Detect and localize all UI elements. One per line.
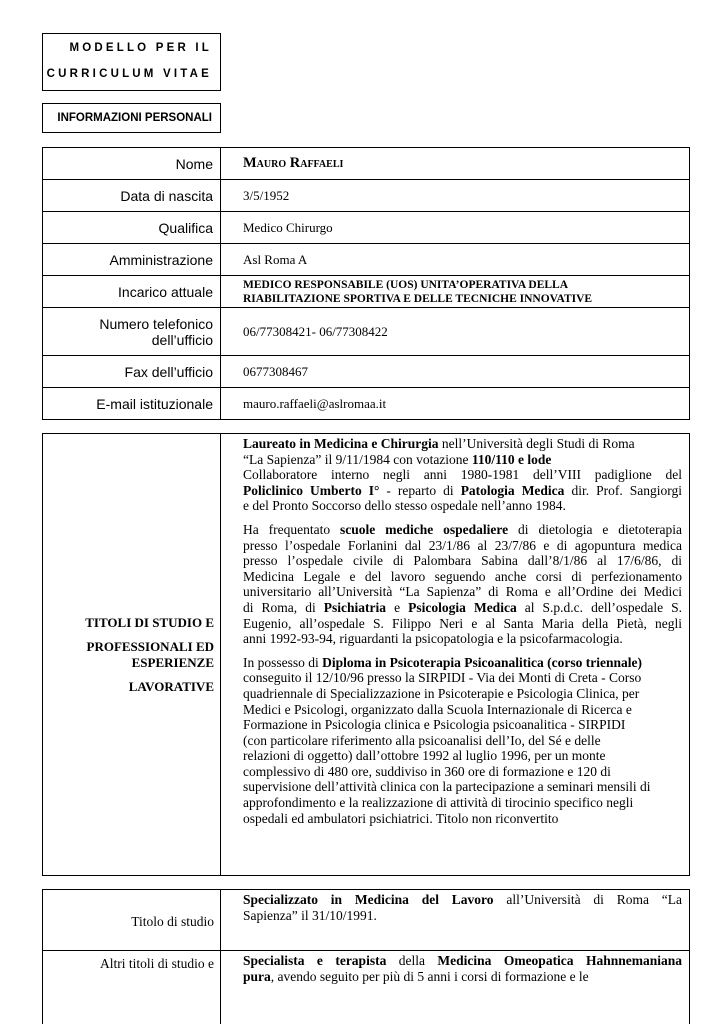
bold-medicina-lavoro: Specializzato in Medicina del Lavoro [243, 892, 494, 907]
text-medici-psicologi: Medici e Psicologi, organizzato dalla Scuola Internazionale di Ricerca e [243, 701, 632, 717]
text-reparto: - reparto di [379, 482, 461, 498]
personal-info-table [42, 147, 690, 420]
bold-psicologia-medica: Psicologia Medica [408, 599, 517, 615]
text-corsi: , avendo seguito per più di 5 anni i corsi di formazione e le [270, 968, 589, 984]
text-supervisione: supervisione dell’attività clinica con la partecipazione a seminari mensili di [243, 779, 651, 795]
text-forlanini: presso l’ospedale Forlanini dal 23/1/86 al 23/7/86 e di agopuntura medica [243, 537, 682, 553]
label-altri-titoli: Altri titoli di studio e [100, 956, 214, 971]
text-formazione: Formazione in Psicologia clinica e Psicologia psicoanalitica - SIRPIDI [243, 717, 626, 733]
row-qualifica [43, 212, 689, 244]
text-quadriennale: quadriennale di Specializzazione in Psicoterapie e Psicologia Clinica, per [243, 685, 640, 701]
paragraph-diploma [243, 655, 682, 827]
text-universita-roma: all’Università di Roma “La [493, 892, 682, 907]
text-psicopatologia: anni 1992-93-94, riguardanti la psicopatologia e la psicofarmacologia. [243, 631, 623, 647]
row-data-nascita [43, 180, 689, 212]
text-sangiorgi: dir. Prof. Sangiorgi [564, 482, 682, 498]
value-altri-titoli [221, 951, 689, 1024]
label-fax: Fax dell’ufficio [43, 356, 221, 387]
titoli-label-line1: TITOLI DI STUDIO E [85, 615, 214, 630]
row-telefono [43, 308, 689, 356]
section-title: INFORMAZIONI PERSONALI [57, 112, 212, 124]
text-psicoanalisi: (con particolare riferimento alla psicoanalisi dell’Io, del Sé e delle [243, 732, 601, 748]
bold-laurea: Laureato in Medicina e Chirurgia [243, 436, 439, 451]
value-qualifica: Medico Chirurgo [243, 220, 333, 235]
section-header-box [42, 103, 221, 133]
row-incarico [43, 276, 689, 308]
label-incarico: Incarico attuale [43, 276, 221, 307]
row-amministrazione [43, 244, 689, 276]
text-universitario: universitario all’Università “La Sapienza” di Roma e all’Ordine dei Medici [243, 584, 682, 600]
value-incarico-line1: MEDICO RESPONSABILE (UOS) UNITA’OPERATIVA DELLA [243, 278, 569, 291]
text-pronto-soccorso: e del Pronto Soccorso dello stesso ospedale nell’anno 1984. [243, 498, 566, 514]
text-ospedali: ospedali ed ambulatori psichiatrici. Titolo non riconvertito [243, 810, 559, 826]
paragraph-laurea [243, 436, 682, 514]
bold-votazione: 110/110 e lode [471, 451, 552, 467]
row-nome [43, 148, 689, 180]
row-email [43, 388, 689, 419]
titoli-label-line2: PROFESSIONALI ED [86, 639, 214, 654]
text-dietologia: di dietologia e dietoterapia [508, 521, 682, 537]
label-telefono [43, 308, 221, 355]
value-telefono: 06/77308421- 06/77308422 [243, 324, 388, 339]
document-title-line1: MODELLO PER IL [69, 42, 212, 54]
text-medicina-legale: Medicina Legale e del lavoro seguendo anche corsi di perfezionamento [243, 568, 682, 584]
text-spdc: al S.p.d.c. dell’ospedale S. [516, 599, 683, 615]
text-e: e [386, 599, 409, 615]
bold-psichiatria: Psichiatria [323, 599, 387, 615]
title-box [42, 33, 221, 91]
value-incarico [221, 276, 689, 307]
text-sapienza-data: Sapienza” il 31/10/1991. [243, 907, 377, 923]
label-data-nascita: Data di nascita [43, 180, 221, 211]
text-di-roma: di Roma, di [243, 599, 324, 615]
text-collaboratore: Collaboratore interno negli anni 1980-1981 dell’VIII padiglione del [243, 467, 682, 483]
text-480-ore: complessivo di 480 ore, suddiviso in 360 ore di formazione e 120 di [243, 763, 611, 779]
text-eugenio: Eugenio, all’ospedale S. Filippo Neri e al Santa Maria della Pietà, negli [243, 615, 682, 631]
row-fax [43, 356, 689, 388]
bold-specialista: Specialista e terapista [243, 953, 387, 968]
label-email: E-mail istituzionale [43, 388, 221, 419]
label-telefono-line1: Numero telefonico [99, 315, 213, 332]
text-palombara: presso l’ospedale civile di Palombara Sabina dall’8/1/86 al 17/6/86, di [243, 553, 682, 569]
bold-diploma: Diploma in Psicoterapia Psicoanalitica (corso triennale) [322, 654, 642, 670]
value-amministrazione: Asl Roma A [243, 252, 308, 267]
text-approfondimento: approfondimento e la realizzazione di attività di tirocinio specifico negli [243, 795, 634, 811]
titoli-label-line3: ESPERIENZE [131, 655, 214, 670]
text-frequentato: Ha frequentato [243, 521, 341, 537]
value-nome: Mauro Raffaeli [243, 155, 344, 171]
titoli-label-line4: LAVORATIVE [128, 679, 214, 694]
bold-scuole: scuole mediche ospedaliere [340, 521, 509, 537]
row-titolo-studio [43, 890, 689, 951]
paragraph-scuole [243, 522, 682, 647]
titoli-body [221, 434, 689, 875]
value-email: mauro.raffaeli@aslromaa.it [243, 396, 387, 411]
row-altri-titoli [43, 951, 689, 1024]
bold-omeopatica: Medicina Omeopatica Hahnnemaniana [437, 953, 682, 968]
studio-table [42, 889, 690, 1024]
label-qualifica: Qualifica [43, 212, 221, 243]
value-incarico-line2: RIABILITAZIONE SPORTIVA E DELLE TECNICHE INNOVATIVE [243, 292, 593, 305]
label-nome: Nome [43, 148, 221, 179]
value-fax: 0677308467 [243, 364, 308, 379]
bold-policlinico: Policlinico Umberto I° [243, 482, 380, 498]
text-laurea-2: “La Sapienza” il 9/11/1984 con votazione [243, 451, 472, 467]
bold-pura: pura [243, 968, 271, 984]
bold-patologia: Patologia Medica [460, 482, 565, 498]
value-titolo-studio [221, 890, 689, 950]
titoli-label [43, 434, 221, 875]
text-laurea-1: nell’Università degli Studi di Roma [438, 436, 635, 451]
text-della: della [386, 953, 438, 968]
text-sirpidi: conseguito il 12/10/96 presso la SIRPIDI - Via dei Monti di Creta - Corso [243, 670, 642, 686]
text-relazioni: relazioni di oggetto) dall’ottobre 1992 al luglio 1996, per un monte [243, 748, 606, 764]
label-titolo-studio: Titolo di studio [131, 914, 214, 929]
titoli-table [42, 433, 690, 876]
document-title-line2: CURRICULUM VITAE [46, 68, 212, 80]
text-possesso: In possesso di [243, 654, 323, 670]
value-data-nascita: 3/5/1952 [243, 188, 290, 203]
label-amministrazione: Amministrazione [43, 244, 221, 275]
label-telefono-line2: dell’ufficio [151, 331, 213, 348]
